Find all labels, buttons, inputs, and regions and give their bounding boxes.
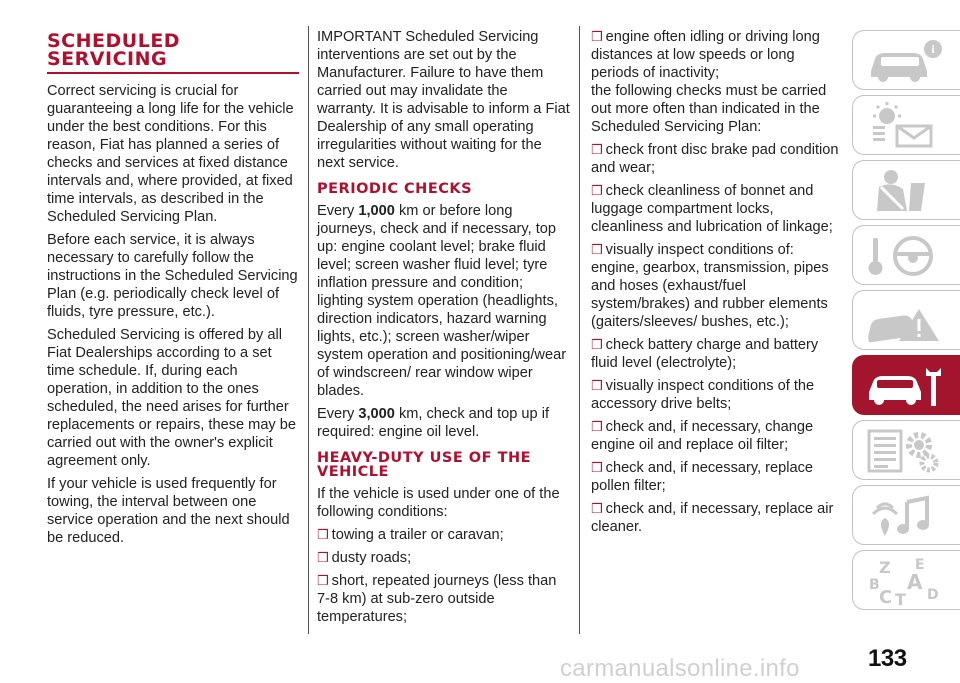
- seat-safety-icon: [863, 167, 953, 215]
- checkbox-icon: ❒: [591, 501, 603, 516]
- important-note: IMPORTANT Scheduled Servicing interventions are set out by the Manufacturer. Failure to have them carried out may invalidate the warranty. It is advisable to inform a Fiat Dealership of any small operating irregularities without waiting for the next service.: [317, 29, 570, 171]
- index-letter: E: [915, 557, 925, 573]
- index-letter: B: [869, 577, 880, 593]
- section-heading-periodic-checks: PERIODIC CHECKS: [317, 181, 473, 197]
- checkbox-icon: ❒: [591, 142, 603, 157]
- tab-index[interactable]: [852, 550, 960, 610]
- paragraph: If the vehicle is used under one of the following conditions:: [317, 486, 560, 520]
- car-info-icon: [863, 37, 953, 85]
- multimedia-icon: [863, 492, 953, 540]
- list-item: ❒ visually inspect conditions of: engine, gearbox, transmission, pipes and hoses (exhaust/fuel system/brakes) and rubber elements (gaiters/sleeves/ bushes, etc.);: [591, 242, 829, 330]
- column-2: [317, 28, 570, 631]
- list-item: ❒ check front disc brake pad condition and wear;: [591, 142, 839, 176]
- page-number: 133: [868, 645, 907, 672]
- paragraph: If your vehicle is used frequently for towing, the interval between one service operation and the next should be reduced.: [47, 476, 290, 546]
- checkbox-icon: ❒: [591, 29, 603, 44]
- section-heading-scheduled-servicing: SCHEDULED SERVICING: [47, 30, 181, 70]
- checkbox-icon: ❒: [317, 573, 329, 588]
- list-item: ❒ check cleanliness of bonnet and luggage compartment locks, cleanliness and lubrication of linkage;: [591, 183, 833, 235]
- checkbox-icon: ❒: [317, 550, 329, 565]
- list-item: ❒ towing a trailer or caravan;: [317, 527, 504, 543]
- tab-multimedia[interactable]: [852, 485, 960, 545]
- watermark: carmanualsonline.info: [560, 655, 800, 682]
- dashboard-lights-icon: [863, 102, 953, 150]
- index-letter: A: [907, 570, 923, 594]
- index-letter: D: [927, 587, 939, 603]
- tab-car-accident[interactable]: [852, 290, 960, 350]
- checkbox-icon: ❒: [591, 378, 603, 393]
- heading-rule: [47, 72, 299, 74]
- car-maintenance-icon: [863, 362, 953, 410]
- paragraph: Every 1,000 km or before long journeys, check and if necessary, top up: engine coolant level; brake fluid level; screen washer fluid level; tyre inflation pressure and condition; lighting system operation (headlights, direction indicators, hazard warning lights, etc.); screen washer/wiper system operation and positioning/wear of windscreen/ rear window wiper blades.: [317, 203, 567, 399]
- index-letter: C: [879, 587, 893, 605]
- technical-specs-gear-icon: [863, 427, 953, 475]
- chapter-tabs: [852, 30, 960, 615]
- svg-text:i: i: [931, 42, 935, 56]
- tab-car-info[interactable]: [852, 30, 960, 90]
- list-item: ❒ engine often idling or driving long distances at low speeds or long periods of inactivity;: [591, 29, 820, 81]
- column-divider: [308, 26, 309, 634]
- car-accident-icon: [863, 297, 953, 345]
- column-divider: [579, 26, 580, 634]
- column-1: [47, 28, 299, 552]
- checkbox-icon: ❒: [591, 419, 603, 434]
- checkbox-icon: ❒: [591, 242, 603, 257]
- checkbox-icon: ❒: [317, 527, 329, 542]
- tab-steering-key[interactable]: [852, 225, 960, 285]
- list-item: ❒ visually inspect conditions of the accessory drive belts;: [591, 378, 815, 412]
- paragraph: Scheduled Servicing is offered by all Fiat Dealerships according to a set time schedule. If, during each operation, in addition to the ones scheduled, the need arises for further replacements or repairs, these may be carried out with the owner's explicit agreement only.: [47, 327, 297, 469]
- column-3: [591, 28, 845, 541]
- list-item: ❒ dusty roads;: [317, 550, 412, 566]
- index-letter: Z: [879, 558, 891, 577]
- steering-wheel-key-icon: [863, 232, 953, 280]
- list-item: ❒ check and, if necessary, change engine oil and replace oil filter;: [591, 419, 814, 453]
- paragraph: Correct servicing is crucial for guaranteeing a long life for the vehicle under the best conditions. For this reason, Fiat has planned a series of checks and services at fixed distance intervals and, where provided, at fixed time intervals, as described in the Scheduled Servicing Plan.: [47, 83, 294, 225]
- list-item: ❒ check battery charge and battery fluid level (electrolyte);: [591, 337, 819, 371]
- list-item: ❒ short, repeated journeys (less than 7-8 km) at sub-zero outside temperatures;: [317, 573, 557, 625]
- paragraph: Every 3,000 km, check and top up if required: engine oil level.: [317, 406, 550, 440]
- section-heading-heavy-duty-use: HEAVY-DUTY USE OF THE VEHICLE: [317, 450, 532, 480]
- checkbox-icon: ❒: [591, 183, 603, 198]
- checkbox-icon: ❒: [591, 460, 603, 475]
- tab-technical-specs[interactable]: [852, 420, 960, 480]
- distance-value: 3,000: [358, 406, 395, 422]
- index-letters-icon: [863, 557, 953, 605]
- paragraph: the following checks must be carried out more often than indicated in the Scheduled Servicing Plan:: [591, 83, 827, 135]
- list-item: ❒ check and, if necessary, replace pollen filter;: [591, 460, 814, 494]
- tab-car-maintenance[interactable]: [852, 355, 960, 415]
- list-item: ❒ check and, if necessary, replace air cleaner.: [591, 501, 834, 535]
- tab-seat-safety[interactable]: [852, 160, 960, 220]
- checkbox-icon: ❒: [591, 337, 603, 352]
- paragraph: Before each service, it is always necessary to carefully follow the instructions in the Scheduled Servicing Plan (e.g. periodically check level of fluids, tyre pressure, etc.).: [47, 232, 298, 320]
- tab-dashboard-lights[interactable]: [852, 95, 960, 155]
- index-letter: T: [895, 590, 906, 605]
- distance-value: 1,000: [358, 203, 395, 219]
